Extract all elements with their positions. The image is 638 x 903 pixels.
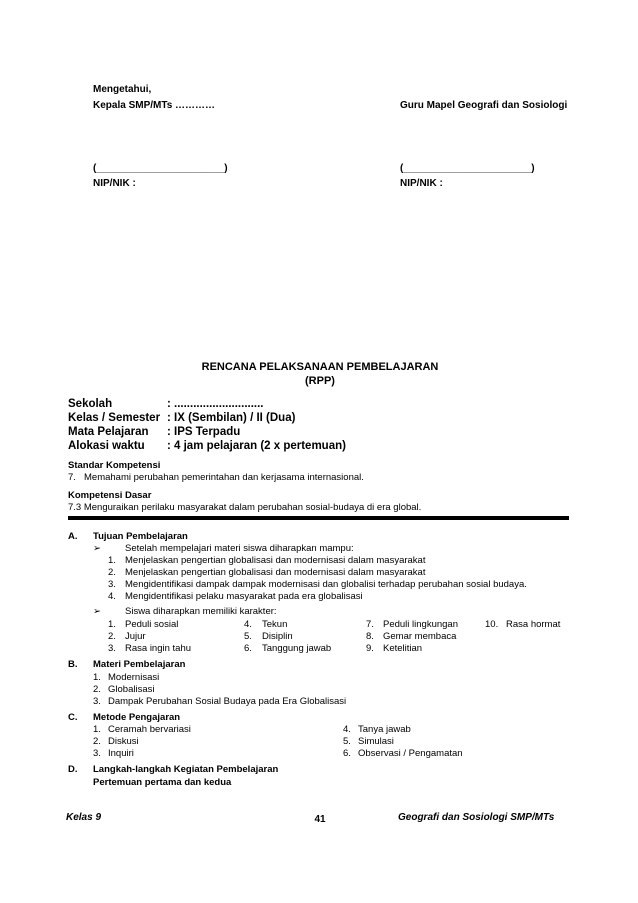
section-d-letter: D. <box>68 764 78 775</box>
identity-label: Kelas / Semester <box>68 412 161 424</box>
section-b-heading: Materi Pembelajaran <box>93 659 186 670</box>
characters-intro: Siswa diharapkan memiliki karakter: <box>125 606 277 617</box>
identity-label: Sekolah <box>68 398 113 410</box>
character-number: 6. <box>244 643 252 654</box>
character-number: 4. <box>244 619 252 630</box>
character-text: Rasa ingin tahu <box>125 643 192 654</box>
identity-value: : IX (Sembilan) / II (Dua) <box>167 412 296 424</box>
standard-competence-text: Memahami perubahan pemerintahan dan kerjasama internasional. <box>84 472 364 483</box>
section-c-heading: Metode Pengajaran <box>93 712 181 723</box>
section-b-letter: B. <box>68 659 78 670</box>
method-number: 4. <box>343 724 351 735</box>
character-number: 8. <box>366 631 374 642</box>
objective-text: Menjelaskan pengertian globalisasi dan modernisasi dalam masyarakat <box>125 567 426 578</box>
material-number: 2. <box>93 684 101 695</box>
method-number: 6. <box>343 748 351 759</box>
section-d-heading: Langkah-langkah Kegiatan Pembelajaran <box>93 764 279 775</box>
method-number: 5. <box>343 736 351 747</box>
method-text: Diskusi <box>108 736 139 747</box>
section-d-subheading: Pertemuan pertama dan kedua <box>93 777 232 788</box>
section-divider <box>68 516 569 520</box>
character-text: Rasa hormat <box>506 619 561 630</box>
page-number: 41 <box>314 814 326 825</box>
standard-competence-heading: Standar Kompetensi <box>68 460 161 471</box>
section-c-letter: C. <box>68 712 78 723</box>
teacher-label: Guru Mapel Geografi dan Sosiologi <box>400 100 568 111</box>
method-text: Ceramah bervariasi <box>108 724 191 735</box>
character-text: Ketelitian <box>383 643 423 654</box>
section-a-heading: Tujuan Pembelajaran <box>93 531 188 542</box>
material-number: 1. <box>93 672 101 683</box>
material-text: Globalisasi <box>108 684 155 695</box>
character-number: 5. <box>244 631 252 642</box>
document-title: RENCANA PELAKSANAAN PEMBELAJARAN <box>201 361 439 373</box>
objective-number: 4. <box>108 591 116 602</box>
character-number: 2. <box>108 631 116 642</box>
objective-text: Mengidentifikasi dampak dampak modernisasi dan globalisi terhadap perubahan sosial budaya. <box>125 579 527 590</box>
objectives-intro: Setelah mempelajari materi siswa diharapkan mampu: <box>125 543 354 554</box>
standard-competence-number: 7. <box>68 472 76 483</box>
arrow-bullet-icon: ➢ <box>93 606 101 617</box>
principal-signature-blank: (_______________________) <box>93 163 228 174</box>
character-text: Peduli sosial <box>125 619 179 630</box>
teacher-nip: NIP/NIK : <box>400 178 443 189</box>
character-number: 3. <box>108 643 116 654</box>
footer-subject: Geografi dan Sosiologi SMP/MTs <box>398 812 555 823</box>
section-a-letter: A. <box>68 531 78 542</box>
material-text: Modernisasi <box>108 672 160 683</box>
objective-text: Menjelaskan pengertian globalisasi dan modernisasi dalam masyarakat <box>125 555 426 566</box>
identity-value: : 4 jam pelajaran (2 x pertemuan) <box>167 440 346 452</box>
objective-number: 1. <box>108 555 116 566</box>
character-text: Gemar membaca <box>383 631 457 642</box>
character-number: 10. <box>485 619 499 630</box>
character-text: Peduli lingkungan <box>383 619 459 630</box>
character-text: Tekun <box>262 619 288 630</box>
objective-number: 3. <box>108 579 116 590</box>
method-text: Tanya jawab <box>358 724 411 735</box>
principal-label: Kepala SMP/MTs ………… <box>93 100 216 111</box>
arrow-bullet-icon: ➢ <box>93 543 101 554</box>
footer-class: Kelas 9 <box>66 812 102 823</box>
character-number: 7. <box>366 619 374 630</box>
method-number: 2. <box>93 736 101 747</box>
basic-competence-heading: Kompetensi Dasar <box>68 490 152 501</box>
character-number: 9. <box>366 643 374 654</box>
method-number: 1. <box>93 724 101 735</box>
identity-value: : ............................ <box>167 398 264 410</box>
objective-text: Mengidentifikasi pelaku masyarakat pada era globalisasi <box>125 591 363 602</box>
acknowledge-label: Mengetahui, <box>93 84 152 95</box>
character-number: 1. <box>108 619 116 630</box>
material-text: Dampak Perubahan Sosial Budaya pada Era Globalisasi <box>108 696 347 707</box>
method-text: Simulasi <box>358 736 394 747</box>
character-text: Jujur <box>125 631 146 642</box>
method-text: Observasi / Pengamatan <box>358 748 463 759</box>
document-subtitle: (RPP) <box>305 375 335 387</box>
method-text: Inquiri <box>108 748 134 759</box>
identity-value: : IPS Terpadu <box>167 426 241 438</box>
principal-nip: NIP/NIK : <box>93 178 136 189</box>
basic-competence-text: 7.3 Menguraikan perilaku masyarakat dalam perubahan sosial-budaya di era global. <box>68 502 422 513</box>
identity-label: Alokasi waktu <box>68 440 145 452</box>
method-number: 3. <box>93 748 101 759</box>
identity-label: Mata Pelajaran <box>68 426 149 438</box>
teacher-signature-blank: (_______________________) <box>400 163 535 174</box>
character-text: Disiplin <box>262 631 293 642</box>
character-text: Tanggung jawab <box>262 643 332 654</box>
material-number: 3. <box>93 696 101 707</box>
objective-number: 2. <box>108 567 116 578</box>
